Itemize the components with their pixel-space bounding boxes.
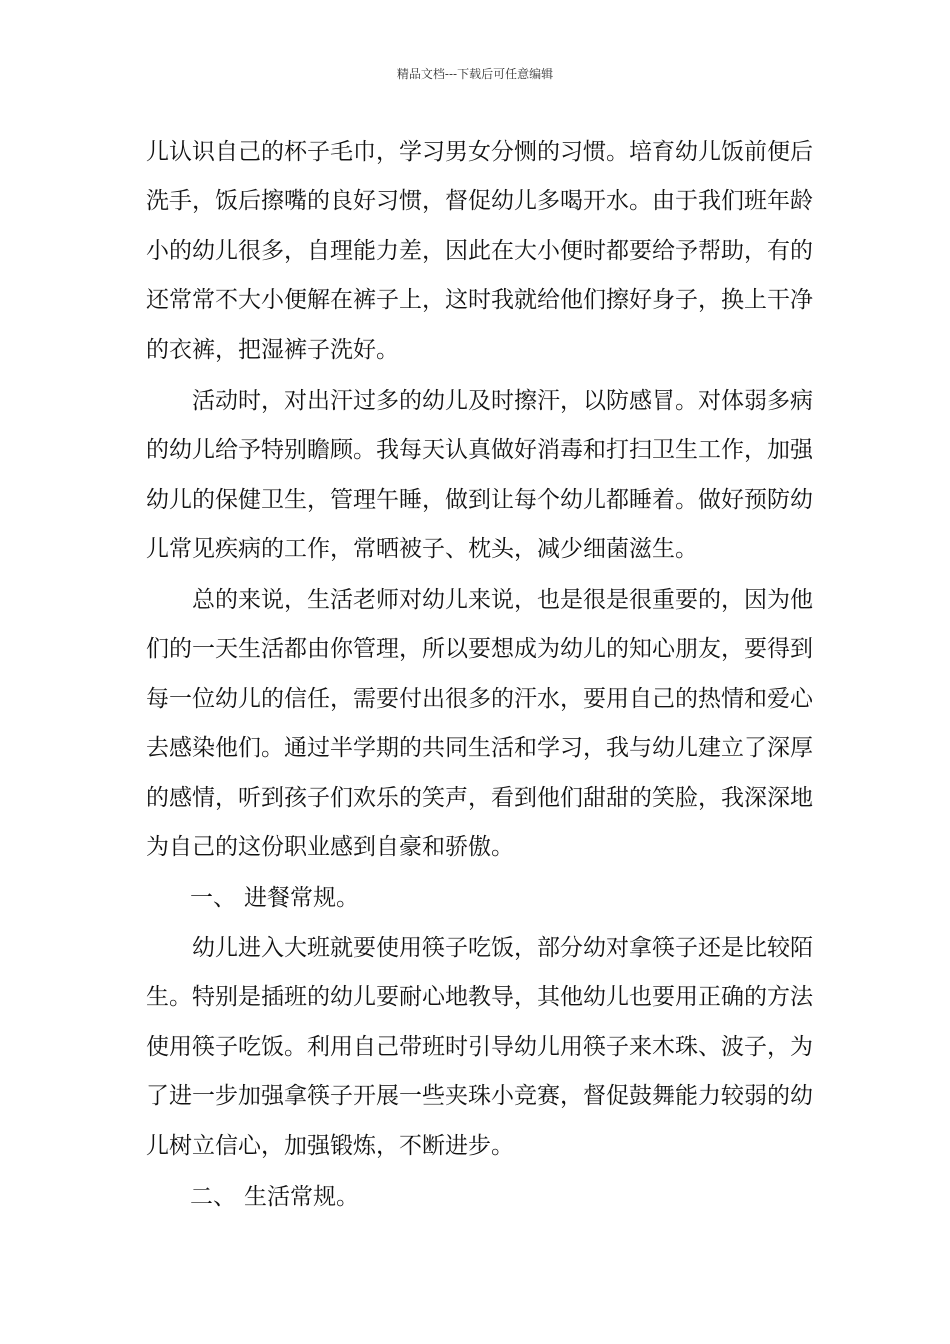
p3-line-5: 的感情，听到孩子们欢乐的笑声，看到他们甜甜的笑脸，我深深地 [146,785,813,811]
p2-line-2: 的幼儿给予特别瞻顾。我每天认真做好消毒和打扫卫生工作，加强 [146,437,813,463]
section-heading-1 [190,883,359,913]
p3-line-3: 每一位幼儿的信任，需要付出很多的汗水，要用自己的热情和爱心 [146,686,813,712]
p1-line-4: 还常常不大小便解在裤子上，这时我就给他们擦好身子，换上干净 [146,287,813,313]
p3-line-4: 去感染他们。通过半学期的共同生活和学习，我与幼儿建立了深厚 [146,735,813,761]
p3-line-1: 总的来说，生活老师对幼儿来说，也是很是很重要的，因为他 [192,587,813,613]
p3-line-6: 为自己的这份职业感到自豪和骄傲。 [146,834,514,860]
section-heading-2-text: 生活常规。 [244,1184,359,1210]
p3-line-2: 们的一天生活都由你管理，所以要想成为幼儿的知心朋友，要得到 [146,636,813,662]
p2-line-3: 幼儿的保健卫生，管理午睡，做到让每个幼儿都睡着。做好预防幼 [146,487,813,513]
p4-line-1: 幼儿进入大班就要使用筷子吃饭，部分幼对拿筷子还是比较陌 [192,935,813,961]
p2-line-1: 活动时，对出汗过多的幼儿及时擦汗，以防感冒。对体弱多病 [192,388,813,414]
p1-line-5: 的衣裤，把湿裤子洗好。 [146,337,399,363]
section-heading-1-text: 进餐常规。 [244,885,359,911]
p4-line-3: 使用筷子吃饭。利用自己带班时引导幼儿用筷子来木珠、波子，为 [146,1034,813,1060]
p1-line-2: 洗手，饭后擦嘴的良好习惯，督促幼儿多喝开水。由于我们班年龄 [146,188,813,214]
p4-line-2: 生。特别是插班的幼儿要耐心地教导，其他幼儿也要用正确的方法 [146,984,813,1010]
p1-line-1: 儿认识自己的杯子毛巾，学习男女分恻的习惯。培育幼儿饭前便后 [146,139,813,165]
section-heading-2 [190,1182,359,1212]
p2-line-4: 儿常见疾病的工作，常晒被子、枕头，减少细菌滋生。 [146,536,698,562]
p4-line-5: 儿树立信心，加强锻炼，不断进步。 [146,1133,514,1159]
section-heading-2-number: 二、 [190,1184,236,1210]
p4-line-4: 了进一步加强拿筷子开展一些夹珠小竞赛，督促鼓舞能力较弱的幼 [146,1083,813,1109]
p1-line-3: 小的幼儿很多，自理能力差，因此在大小便时都要给予帮助，有的 [146,238,813,264]
section-heading-1-number: 一、 [190,885,236,911]
page-header: 精品文档---下载后可任意编辑 [396,67,554,81]
